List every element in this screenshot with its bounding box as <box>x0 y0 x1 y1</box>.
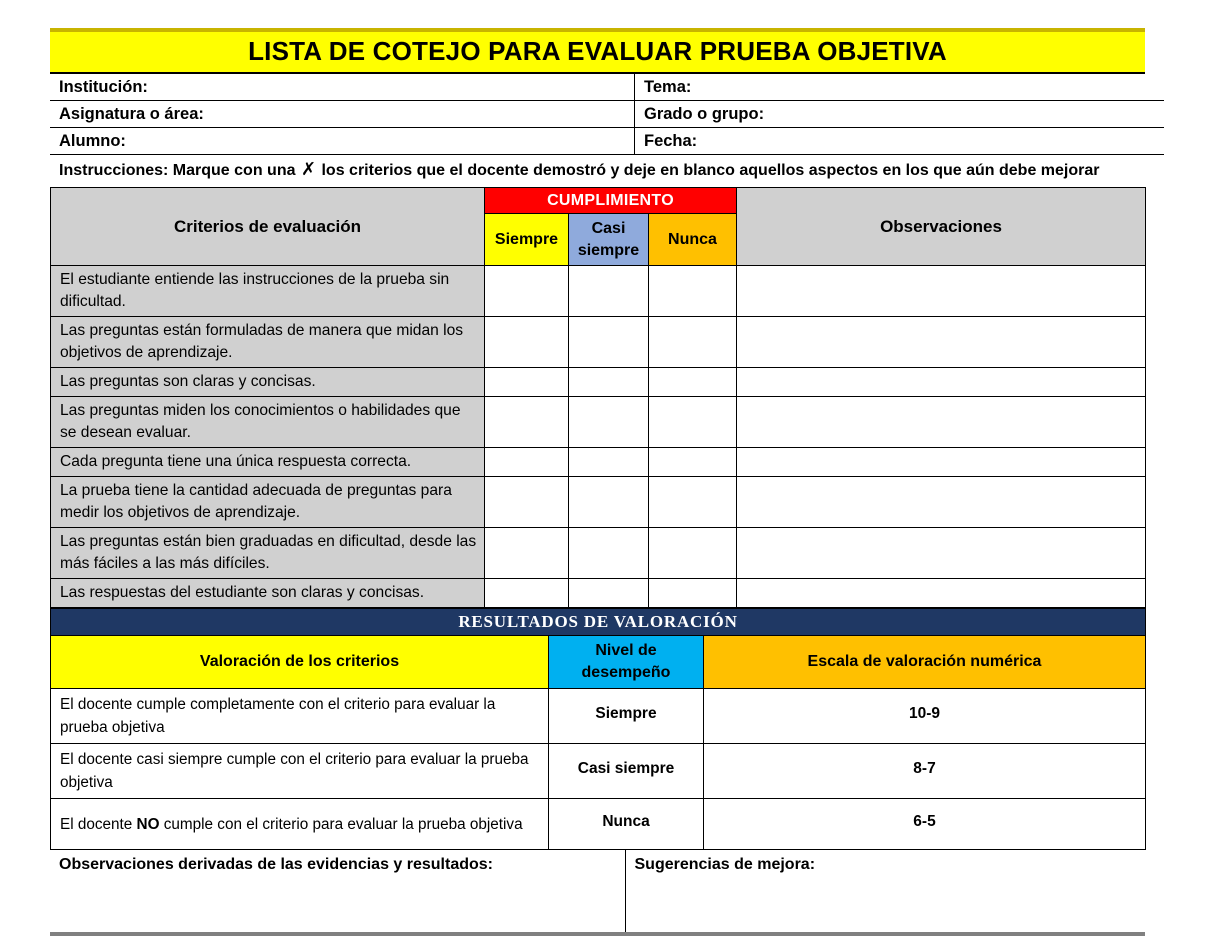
criterion-text: Las preguntas miden los conocimientos o habilidades que se desean evaluar. <box>51 397 485 448</box>
criterion-text: El estudiante entiende las instrucciones de la prueba sin dificultad. <box>51 266 485 317</box>
result-scale: 10-9 <box>704 689 1146 744</box>
observacion-cell[interactable] <box>737 528 1146 579</box>
checkbox-cell-casi-siempre[interactable] <box>569 266 649 317</box>
observacion-cell[interactable] <box>737 266 1146 317</box>
field-fecha[interactable]: Fecha: <box>635 128 1165 155</box>
header-nunca: Nunca <box>649 214 737 266</box>
checkbox-cell-siempre[interactable] <box>485 368 569 397</box>
criterion-text: Cada pregunta tiene una única respuesta correcta. <box>51 448 485 477</box>
checkbox-cell-nunca[interactable] <box>649 528 737 579</box>
table-row <box>50 74 1164 101</box>
footer-notes-table <box>50 850 1145 932</box>
criterion-text: Las preguntas están bien graduadas en dificultad, desde las más fáciles a las más difíciles. <box>51 528 485 579</box>
checkbox-cell-siempre[interactable] <box>485 477 569 528</box>
result-level: Siempre <box>549 689 704 744</box>
observacion-cell[interactable] <box>737 317 1146 368</box>
header-casi-siempre: Casi siempre <box>569 214 649 266</box>
cross-mark-icon: ✗ <box>300 159 317 180</box>
identification-table <box>50 74 1164 155</box>
checkbox-cell-siempre[interactable] <box>485 448 569 477</box>
table-row <box>51 317 1146 368</box>
result-description: El docente casi siempre cumple con el criterio para evaluar la prueba objetiva <box>51 744 549 799</box>
checkbox-cell-nunca[interactable] <box>649 397 737 448</box>
instructions-before: Instrucciones: Marque con una <box>59 162 296 179</box>
table-row <box>51 368 1146 397</box>
bottom-rule <box>50 932 1145 936</box>
table-row <box>50 850 1145 932</box>
results-table <box>50 608 1146 850</box>
observacion-cell[interactable] <box>737 448 1146 477</box>
page-title: LISTA DE COTEJO PARA EVALUAR PRUEBA OBJETIVA <box>50 32 1145 74</box>
table-row <box>51 689 1146 744</box>
table-row <box>51 397 1146 448</box>
checkbox-cell-siempre[interactable] <box>485 266 569 317</box>
results-header-row <box>51 636 1146 689</box>
checkbox-cell-casi-siempre[interactable] <box>569 397 649 448</box>
worksheet <box>50 28 1145 936</box>
header-escala-numerica: Escala de valoración numérica <box>704 636 1146 689</box>
field-asignatura[interactable]: Asignatura o área: <box>50 101 635 128</box>
checkbox-cell-nunca[interactable] <box>649 448 737 477</box>
checkbox-cell-siempre[interactable] <box>485 579 569 608</box>
result-scale: 8-7 <box>704 744 1146 799</box>
checkbox-cell-casi-siempre[interactable] <box>569 528 649 579</box>
results-banner: RESULTADOS DE VALORACIÓN <box>51 609 1146 636</box>
table-row <box>51 744 1146 799</box>
result-level: Casi siempre <box>549 744 704 799</box>
checkbox-cell-siempre[interactable] <box>485 397 569 448</box>
instructions-line <box>50 155 1145 187</box>
sugerencias-note-box[interactable] <box>625 850 1145 932</box>
checkbox-cell-casi-siempre[interactable] <box>569 477 649 528</box>
result-description-emphasis: NO <box>136 815 160 833</box>
checkbox-cell-nunca[interactable] <box>649 579 737 608</box>
result-description-part2: cumple con el criterio para evaluar la prueba objetiva <box>163 815 523 833</box>
table-row <box>51 266 1146 317</box>
checkbox-cell-casi-siempre[interactable] <box>569 317 649 368</box>
result-description: El docente cumple completamente con el criterio para evaluar la prueba objetiva <box>51 689 549 744</box>
field-institucion[interactable]: Institución: <box>50 74 635 101</box>
result-level: Nunca <box>549 799 704 850</box>
checkbox-cell-casi-siempre[interactable] <box>569 448 649 477</box>
results-body <box>51 689 1146 850</box>
instructions-after: los criterios que el docente demostró y deje en blanco aquellos aspectos en los que aún debe mejorar <box>321 162 1100 179</box>
checkbox-cell-nunca[interactable] <box>649 317 737 368</box>
table-row <box>51 799 1146 850</box>
header-valoracion: Valoración de los criterios <box>51 636 549 689</box>
table-row <box>51 477 1146 528</box>
table-row <box>51 579 1146 608</box>
criteria-header-row-1 <box>51 188 1146 214</box>
criterion-text: La prueba tiene la cantidad adecuada de preguntas para medir los objetivos de aprendizaje. <box>51 477 485 528</box>
checkbox-cell-casi-siempre[interactable] <box>569 368 649 397</box>
observacion-cell[interactable] <box>737 579 1146 608</box>
table-row <box>50 128 1164 155</box>
checkbox-cell-nunca[interactable] <box>649 368 737 397</box>
checkbox-cell-nunca[interactable] <box>649 266 737 317</box>
header-criterios: Criterios de evaluación <box>51 188 485 266</box>
observaciones-note-box[interactable] <box>50 850 625 932</box>
field-alumno[interactable]: Alumno: <box>50 128 635 155</box>
observaciones-note-label: Observaciones derivadas de las evidencias y resultados: <box>59 856 493 873</box>
criterion-text: Las respuestas del estudiante son claras y concisas. <box>51 579 485 608</box>
criterion-text: Las preguntas son claras y concisas. <box>51 368 485 397</box>
checkbox-cell-siempre[interactable] <box>485 317 569 368</box>
field-tema[interactable]: Tema: <box>635 74 1165 101</box>
table-row <box>51 528 1146 579</box>
observacion-cell[interactable] <box>737 477 1146 528</box>
results-banner-row <box>51 609 1146 636</box>
table-row <box>50 101 1164 128</box>
checkbox-cell-casi-siempre[interactable] <box>569 579 649 608</box>
result-description <box>51 799 549 850</box>
criterion-text: Las preguntas están formuladas de manera que midan los objetivos de aprendizaje. <box>51 317 485 368</box>
header-nivel-desempeno: Nivel de desempeño <box>549 636 704 689</box>
header-cumplimiento: CUMPLIMIENTO <box>485 188 737 214</box>
field-grado[interactable]: Grado o grupo: <box>635 101 1165 128</box>
checkbox-cell-nunca[interactable] <box>649 477 737 528</box>
sugerencias-note-label: Sugerencias de mejora: <box>634 856 816 873</box>
criteria-body <box>51 266 1146 608</box>
criteria-table <box>50 187 1146 608</box>
header-observaciones: Observaciones <box>737 188 1146 266</box>
table-row <box>51 448 1146 477</box>
observacion-cell[interactable] <box>737 397 1146 448</box>
header-siempre: Siempre <box>485 214 569 266</box>
result-description-part1: El docente <box>60 815 133 833</box>
result-scale: 6-5 <box>704 799 1146 850</box>
observacion-cell[interactable] <box>737 368 1146 397</box>
checkbox-cell-siempre[interactable] <box>485 528 569 579</box>
